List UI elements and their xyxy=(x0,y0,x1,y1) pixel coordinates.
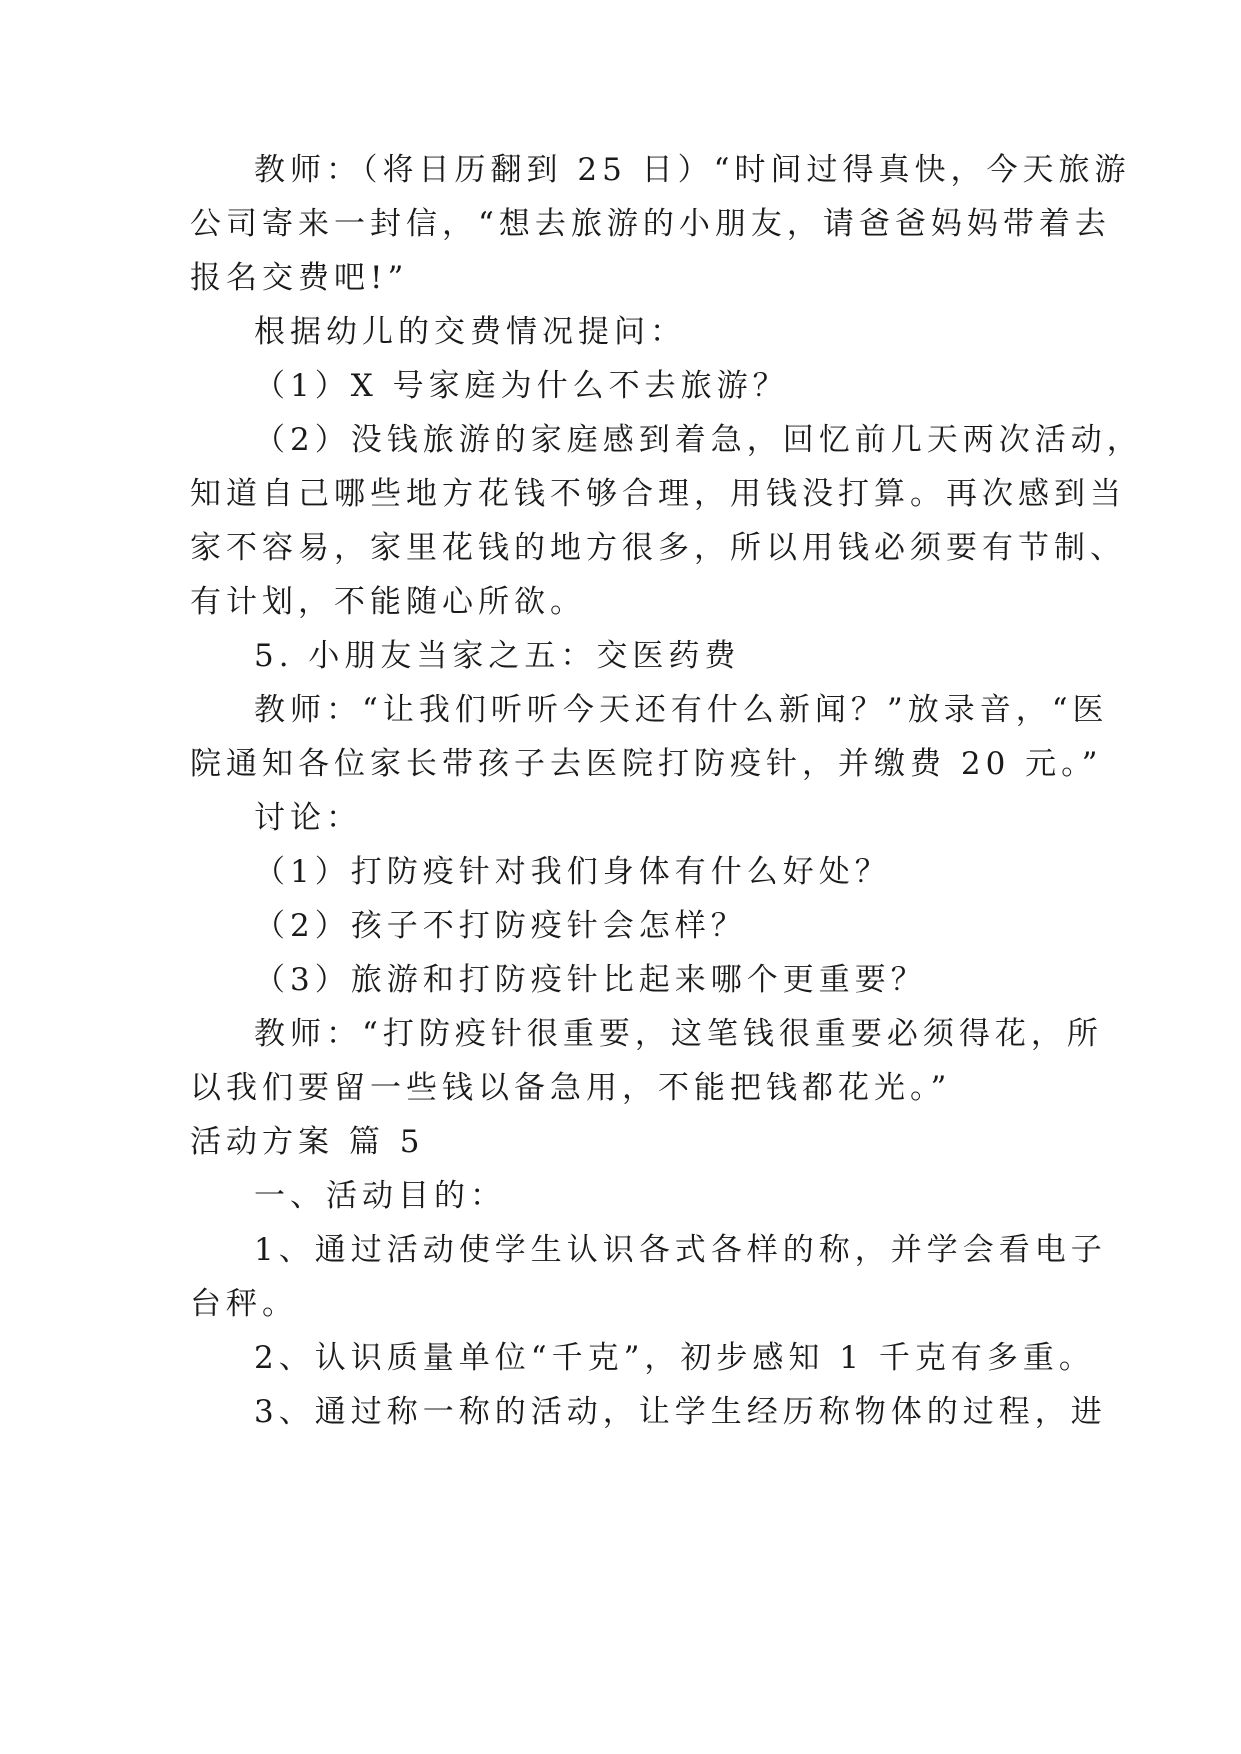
section-heading: 5. 小朋友当家之五：交医药费 xyxy=(254,638,741,674)
paragraph-line: 根据幼儿的交费情况提问： xyxy=(254,314,686,350)
paragraph-line: 讨论： xyxy=(254,800,362,836)
paragraph-line: 报名交费吧!” xyxy=(190,260,409,296)
paragraph-line: 知道自己哪些地方花钱不够合理，用钱没打算。再次感到当 xyxy=(190,476,1126,512)
list-item: （1）打防疫针对我们身体有什么好处？ xyxy=(254,854,891,890)
list-item: （2）没钱旅游的家庭感到着急，回忆前几天两次活动， xyxy=(254,422,1143,458)
paragraph-line: 院通知各位家长带孩子去医院打防疫针，并缴费 20 元。” xyxy=(190,746,1103,782)
paragraph-line: 以我们要留一些钱以备急用，不能把钱都花光。” xyxy=(190,1070,952,1106)
list-item: （2）孩子不打防疫针会怎样？ xyxy=(254,908,747,944)
paragraph-line: 教师：“打防疫针很重要，这笔钱很重要必须得花，所 xyxy=(254,1016,1103,1052)
section-title: 活动方案 篇 5 xyxy=(190,1124,425,1160)
paragraph-line: 教师：“让我们听听今天还有什么新闻？”放录音，“医 xyxy=(254,692,1109,728)
section-heading: 一、活动目的： xyxy=(254,1178,506,1214)
list-item: （3）旅游和打防疫针比起来哪个更重要？ xyxy=(254,962,927,998)
paragraph-line: 家不容易，家里花钱的地方很多，所以用钱必须要有节制、 xyxy=(190,530,1126,566)
paragraph-line: 公司寄来一封信，“想去旅游的小朋友，请爸爸妈妈带着去 xyxy=(190,206,1111,242)
list-item: 3、通过称一称的活动，让学生经历称物体的过程，进 xyxy=(254,1394,1107,1430)
list-item: 2、认识质量单位“千克”，初步感知 1 千克有多重。 xyxy=(254,1340,1095,1376)
list-item: 1、通过活动使学生认识各式各样的称，并学会看电子 xyxy=(254,1232,1107,1268)
paragraph-line: 教师：（将日历翻到 25 日）“时间过得真快，今天旅游 xyxy=(254,152,1131,188)
paragraph-line: 有计划，不能随心所欲。 xyxy=(190,584,586,620)
list-item: （1）X 号家庭为什么不去旅游？ xyxy=(254,368,789,404)
paragraph-line: 台秤。 xyxy=(190,1286,298,1322)
